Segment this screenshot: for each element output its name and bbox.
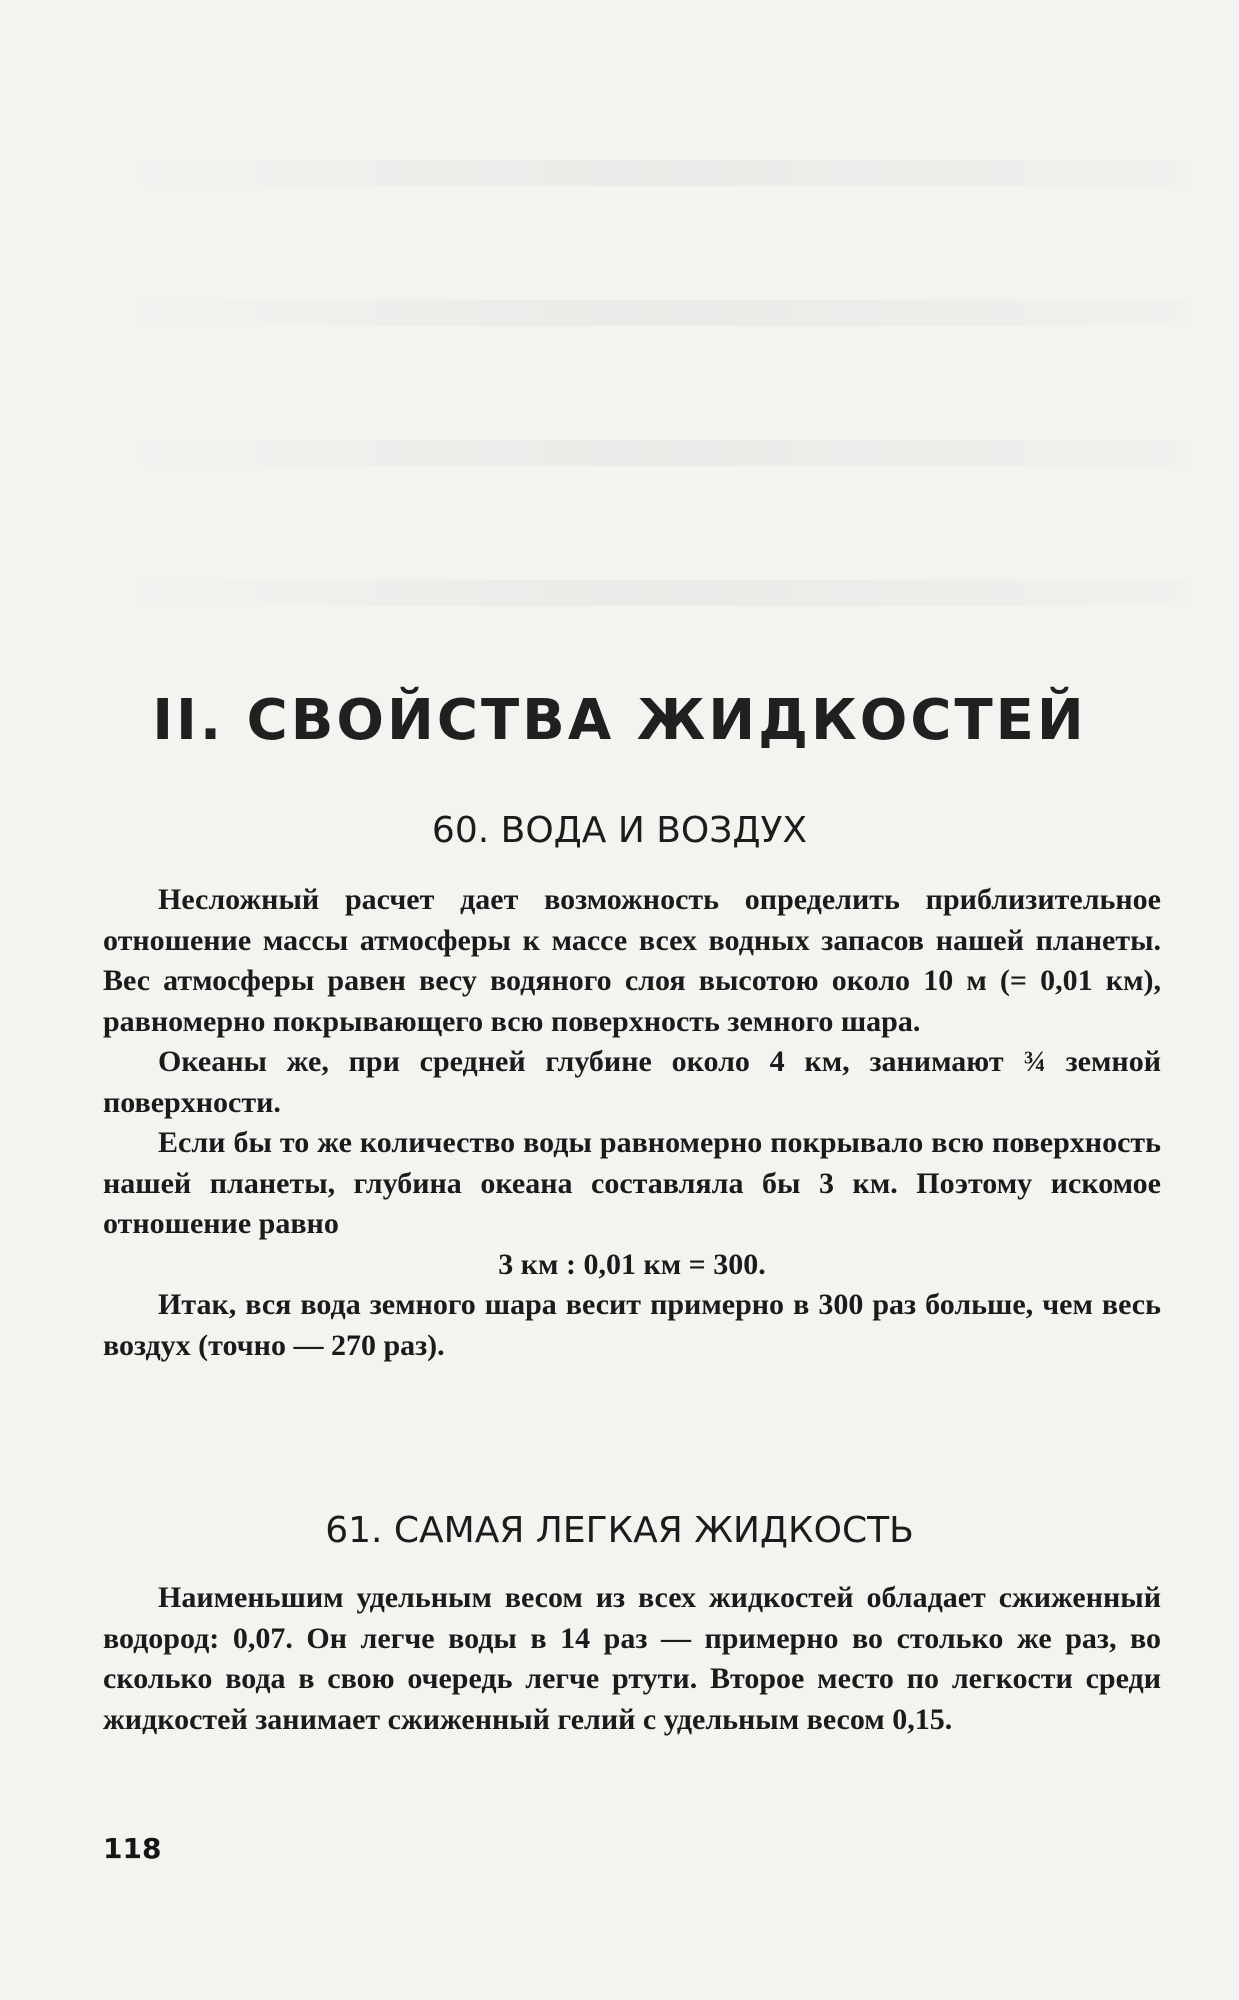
section-61-title: 61. САМАЯ ЛЕГКАЯ ЖИДКОСТЬ [325,1510,914,1551]
section-60-body [103,880,1161,1366]
section-61-body [103,1578,1161,1740]
show-through-line [125,580,1185,606]
paragraph: Итак, вся вода земного шара весит примерно в 300 раз больше, чем весь воздух (точно — 270 раз). [103,1288,1161,1362]
show-through-line [125,160,1185,186]
formula: 3 км : 0,01 км = 300. [498,1247,766,1281]
chapter-title: II. СВОЙСТВА ЖИДКОСТЕЙ [152,688,1087,753]
show-through-line [125,300,1185,326]
show-through-line [125,440,1185,466]
paragraph: Если бы то же количество воды равномерно покрывало всю поверхность нашей планеты, глубина океана составляла бы 3 км. Поэтому искомое отношение равно [103,1126,1161,1240]
paragraph: Наименьшим удельным весом из всех жидкостей обладает сжиженный водород: 0,07. Он легче воды в 14 раз — примерно во столько же раз, во сколько вода в свою очередь легче ртути. Второе место по легкости среди жидкостей занимает сжиженный гелий с удельным весом 0,15. [103,1581,1161,1736]
paragraph: Океаны же, при средней глубине около 4 км, занимают ¾ земной поверхности. [103,1045,1161,1119]
paragraph: Несложный расчет дает возможность определить приблизительное отношение массы атмосферы к массе всех водных запасов нашей планеты. Вес атмосферы равен весу водяного слоя высотою около 10 м (= 0,01 км), равномерно покрывающего всю поверхность земного шара. [103,883,1161,1038]
page-number: 118 [103,1832,162,1865]
section-60-title: 60. ВОДА И ВОЗДУХ [431,810,808,851]
